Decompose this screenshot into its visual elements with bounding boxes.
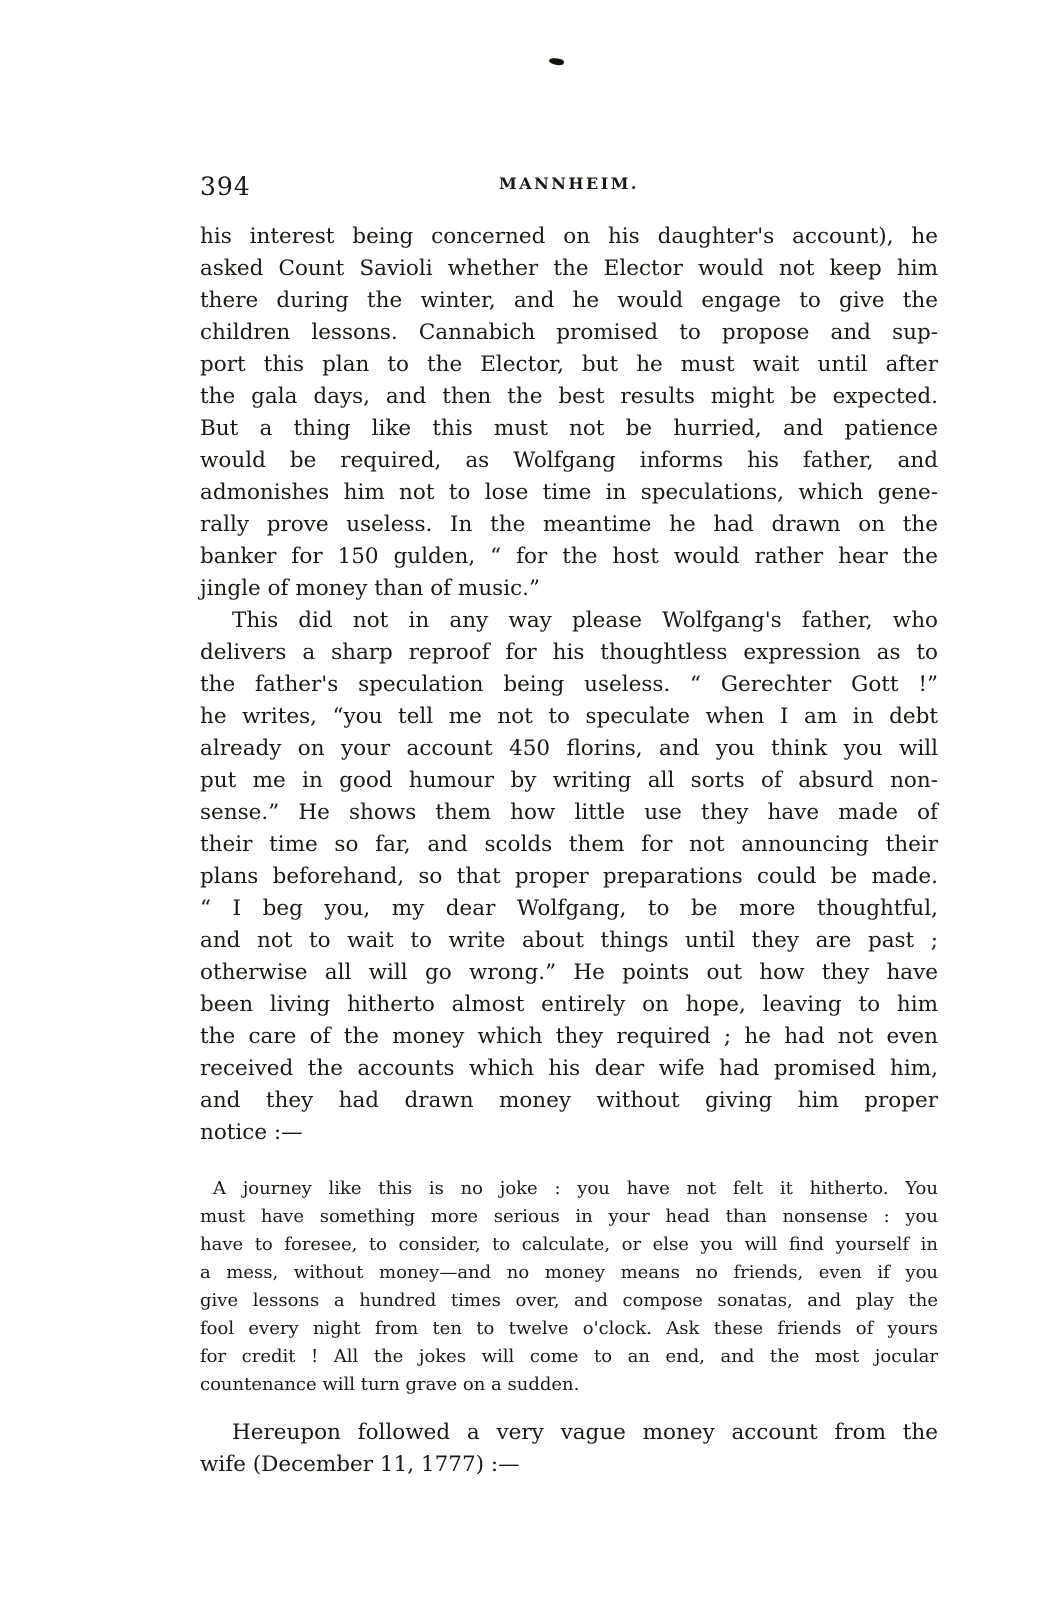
text-line: the father's speculation being useless. “ Gerechter Gott !” xyxy=(200,672,938,697)
page-number: 394 xyxy=(200,172,251,201)
paragraph xyxy=(200,1417,938,1481)
text-block xyxy=(200,221,938,1481)
text-line: otherwise all will go wrong.” He points out how they have xyxy=(200,960,938,985)
text-line: sense.” He shows them how little use they have made of xyxy=(200,800,938,825)
text-line: “ I beg you, my dear Wolfgang, to be more thoughtful, xyxy=(200,896,938,921)
text-line: been living hitherto almost entirely on hope, leaving to him xyxy=(200,992,938,1017)
text-line: would be required, as Wolfgang informs his father, and xyxy=(200,448,938,473)
text-line: put me in good humour by writing all sorts of absurd non- xyxy=(200,768,938,793)
text-line: there during the winter, and he would engage to give the xyxy=(200,288,938,313)
text-line: notice :— xyxy=(200,1120,303,1145)
text-line: the gala days, and then the best results might be expected. xyxy=(200,384,938,409)
running-head-title: MANNHEIM. xyxy=(499,174,639,193)
text-line: countenance will turn grave on a sudden. xyxy=(200,1374,580,1395)
text-line: asked Count Savioli whether the Elector would not keep him xyxy=(200,256,938,281)
text-line: already on your account 450 florins, and you think you will xyxy=(200,736,938,761)
text-line: he writes, “you tell me not to speculate when I am in debt xyxy=(200,704,938,729)
text-line: for credit ! All the jokes will come to an end, and the most jocular xyxy=(200,1346,938,1367)
text-line: rally prove useless. In the meantime he had drawn on the xyxy=(200,512,938,537)
paragraph xyxy=(200,221,938,605)
text-line: delivers a sharp reproof for his thoughtless expression as to xyxy=(200,640,938,665)
text-line: his interest being concerned on his daughter's account), he xyxy=(200,224,938,249)
text-line: fool every night from ten to twelve o'clock. Ask these friends of yours xyxy=(200,1318,938,1339)
running-header xyxy=(200,170,938,204)
text-line: a mess, without money—and no money means no friends, even if you xyxy=(200,1262,938,1283)
paragraph xyxy=(200,605,938,1149)
text-line: jingle of money than of music.” xyxy=(200,576,540,601)
text-line: and they had drawn money without giving him proper xyxy=(200,1088,938,1113)
text-line: wife (December 11, 1777) :— xyxy=(200,1452,520,1477)
text-line: have to foresee, to consider, to calculate, or else you will find yourself in xyxy=(200,1234,938,1255)
text-line: plans beforehand, so that proper preparations could be made. xyxy=(200,864,938,889)
text-line: the care of the money which they required ; he had not even xyxy=(200,1024,938,1049)
text-line: and not to wait to write about things until they are past ; xyxy=(200,928,938,953)
text-line: This did not in any way please Wolfgang's father, who xyxy=(232,608,938,633)
text-line: received the accounts which his dear wife had promised him, xyxy=(200,1056,938,1081)
block-quote xyxy=(200,1175,938,1399)
text-line: their time so far, and scolds them for not announcing their xyxy=(200,832,938,857)
text-line: admonishes him not to lose time in speculations, which gene- xyxy=(200,480,938,505)
text-line: give lessons a hundred times over, and compose sonatas, and play the xyxy=(200,1290,938,1311)
text-line: A journey like this is no joke : you have not felt it hitherto. You xyxy=(213,1178,938,1199)
text-line: port this plan to the Elector, but he must wait until after xyxy=(200,352,938,377)
ink-speck xyxy=(548,56,564,67)
text-line: must have something more serious in your head than nonsense : you xyxy=(200,1206,938,1227)
text-line: children lessons. Cannabich promised to propose and sup- xyxy=(200,320,938,345)
text-line: banker for 150 gulden, “ for the host would rather hear the xyxy=(200,544,938,569)
text-line: Hereupon followed a very vague money account from the xyxy=(232,1420,938,1445)
text-line: But a thing like this must not be hurried, and patience xyxy=(200,416,938,441)
